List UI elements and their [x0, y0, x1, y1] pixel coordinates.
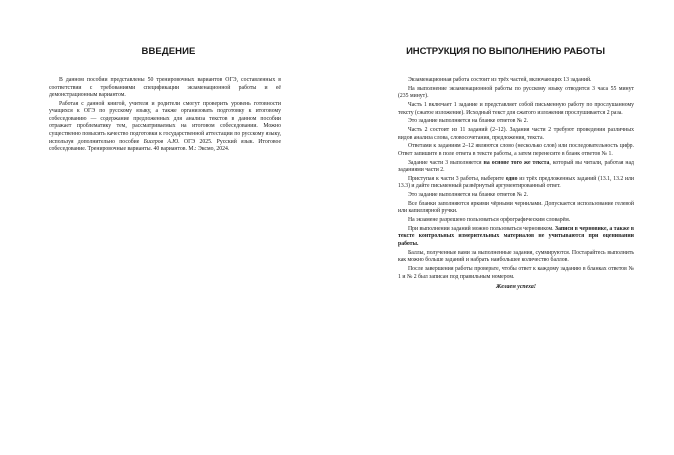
instr-paragraph-7: [398, 160, 634, 175]
instr-paragraph-11: На экзамене разрешено пользоваться орфографическим словарём.: [408, 217, 571, 224]
instr-paragraph-13: Баллы, полученные вами за выполненные задания, суммируются. Постарайтесь выполнить как можно больше заданий и набрать наибольшее количество баллов.: [398, 249, 634, 264]
instr-paragraph-4: Это задание выполняется на бланке ответов № 2.: [408, 118, 529, 125]
instr-paragraph-12: [398, 226, 634, 249]
instr-paragraph-2: На выполнение экзаменационной работы по русскому языку отводится 3 часа 55 минут (235 минут).: [398, 85, 634, 100]
intro-author: Бисеров А.Ю.: [143, 138, 180, 145]
right-page: [337, 0, 674, 455]
intro-paragraph-2-start: Работая с данной книгой, учителя и родители смогут проверить уровень готовности учащихся к ОГЭ по русскому языку, а также организовать подготовку к итоговому собеседованию — содержание предложенных для анализа текстов в данном пособии отражает проблематику тем, рассматриваемых на итоговом собеседовании. Можно существенно повысить качество подготовки к государственной аттестации по русскому языку, используя дополнительно пособие: [49, 100, 281, 145]
instr-paragraph-8-end: из трёх предложенных заданий (13.1, 13.2 или 13.3) и дайте письменный развёрнутый аргументированный ответ.: [398, 175, 634, 190]
instr-paragraph-7-start: Задание части 3 выполняется: [408, 159, 484, 166]
intro-paragraph-1: В данном пособии представлены 50 тренировочных вариантов ОГЭ, составленных в соответствии с требованиями спецификации экзаменационной работы и её демонстрационным вариантом.: [49, 77, 281, 99]
introduction-text: [49, 77, 281, 154]
instr-paragraph-12-start: При выполнении заданий можно пользоваться черновиком.: [408, 225, 556, 232]
instructions-heading: ИНСТРУКЦИЯ ПО ВЫПОЛНЕНИЮ РАБОТЫ: [406, 46, 605, 57]
intro-paragraph-2-end: ОГЭ 2025. Русский язык. Итоговое собеседование. Тренировочные варианты. 40 вариантов. М.: Эксмо, 2024.: [49, 138, 282, 153]
instructions-text: [398, 77, 634, 292]
intro-paragraph-2: [49, 101, 281, 154]
instr-paragraph-3: Часть 1 включает 1 задание и представляет собой письменную работу по прослушанному тексту (сжатое изложение). Исходный текст для сжатого изложения прослушивается 2 раза.: [398, 102, 634, 116]
closing-wish: Желаем успеха!: [496, 284, 536, 291]
instr-paragraph-10: Все бланки заполняются яркими чёрными чернилами. Допускается использование гелевой или капиллярной ручки.: [398, 200, 634, 215]
instr-paragraph-5: Часть 2 состоит из 11 заданий (2–12). Задания части 2 требуют проведения различных видов анализа слова, словосочетания, предложения, текста.: [398, 127, 634, 141]
instr-paragraph-8-start: Приступая к части 3 работы, выберите: [408, 175, 506, 182]
instr-paragraph-8-bold: одно: [505, 175, 518, 182]
instr-paragraph-6: Ответами к заданиям 2–12 являются слово (несколько слов) или последовательность цифр. Ответ запишите в поле ответа в тексте работы, а затем перенесите в бланк ответов № 1.: [398, 143, 634, 157]
instr-paragraph-7-end: , который вы читали, работая над заданиями части 2.: [398, 159, 634, 174]
instr-paragraph-12-bold: Записи в черновике, а также в тексте контрольных измерительных материалов не учитываются при оценивании работы.: [398, 225, 634, 247]
instr-paragraph-7-bold: на основе того же текста: [483, 159, 550, 166]
introduction-heading: ВВЕДЕНИЕ: [141, 46, 196, 57]
instr-paragraph-1: Экзаменационная работа состоит из трёх частей, включающих 13 заданий.: [408, 77, 592, 83]
instr-paragraph-14: После завершения работы проверьте, чтобы ответ к каждому заданию в бланках ответов № 1 и № 2 был записан под правильным номером.: [398, 266, 634, 280]
instr-paragraph-8: [398, 176, 634, 191]
instr-paragraph-9: Это задание выполняется на бланке ответов № 2.: [408, 192, 529, 199]
